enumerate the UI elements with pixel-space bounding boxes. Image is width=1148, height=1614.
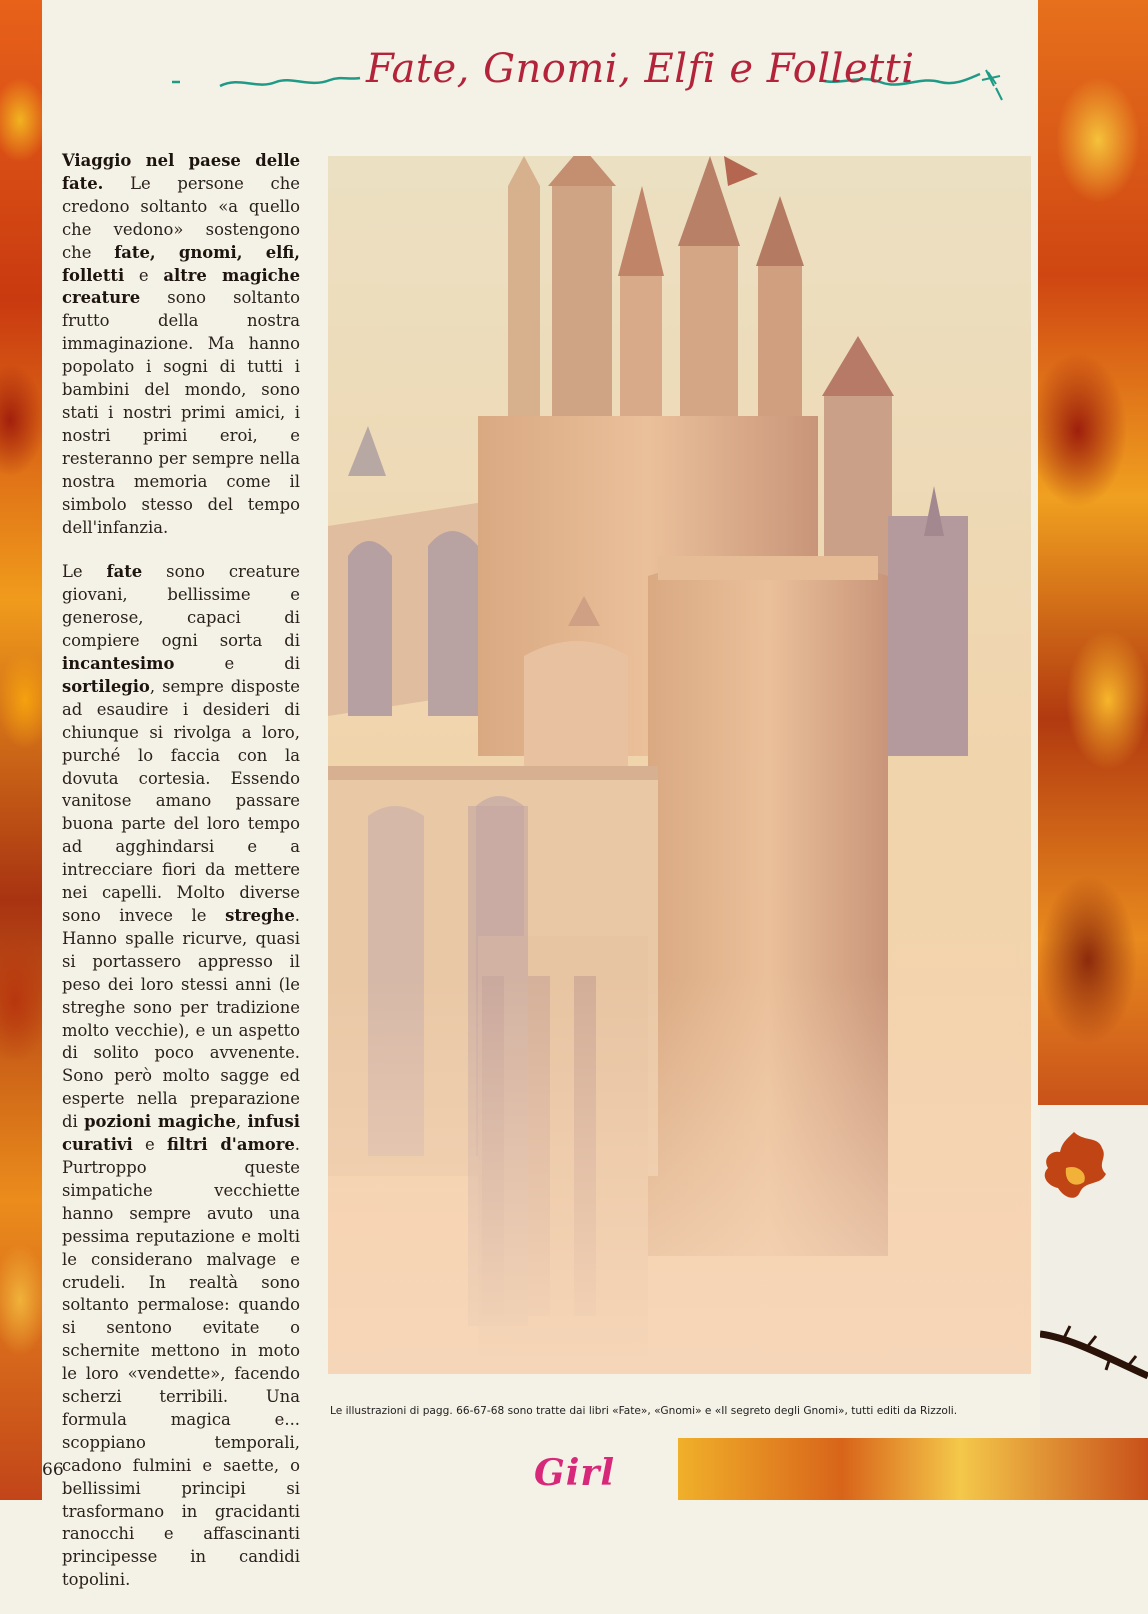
lead-heading: Viaggio nel paese delle fate. <box>62 151 300 193</box>
article-body <box>62 150 300 1614</box>
autumn-border-right <box>1038 0 1148 1105</box>
autumn-border-left <box>0 0 42 1500</box>
illustration-caption: Le illustrazioni di pagg. 66-67-68 sono tratte dai libri «Fate», «Gnomi» e «Il segreto degli Gnomi», tutti editi da Rizzoli. <box>330 1405 958 1417</box>
magazine-logo: Girl <box>534 1452 616 1494</box>
castle-painting-icon <box>328 156 1031 1374</box>
page-header <box>160 36 1010 116</box>
article-paragraph: Le fate sono creature giovani, bellissime e generose, capaci di compiere ogni sorta di incantesimo e di sortilegio, sempre disposte ad esaudire i desideri di chiunque si rivolga a loro, purché lo faccia con la dovuta cortesia. Essendo vanitose amano passare buona parte del loro tempo ad agghindarsi e a intrecciare fiori da mettere nei capelli. Molto diverse sono invece le streghe. Hanno spalle ricurve, quasi si portassero appresso il peso dei loro stessi anni (le streghe sono per tradizione molto vecchie), e un aspetto di solito poco avvenente. Sono però molto sagge ed esperte nella preparazione di pozioni magiche, infusi curativi e filtri d'amore. Purtroppo queste simpatiche vecchiette hanno sempre avuto una pessima reputazione e molti le considerano malvage e crudeli. In realtà sono soltanto permalose: quando si sentono evitate o schernite mettono in moto le loro «vendette», facendo scherzi terribili. Una formula magica e... scoppiano temporali, cadono fulmini e saette, o bellissimi principi si trasformano in gracidanti ranocchi e affascinanti principesse in candidi topolini. <box>62 562 301 1590</box>
article-paragraph: Viaggio nel paese delle fate. Le persone che credono soltanto «a quello che vedono» sostengono che fate, gnomi, elfi, folletti e altre magiche creature sono soltanto frutto della nostra immaginazione. Ma hanno popolato i sogni di tutti i bambini del mondo, sono stati i nostri primi amici, i nostri primi eroi, e resteranno per sempre nella nostra memoria come il simbolo stesso del tempo dell'infanzia. <box>62 151 300 537</box>
page-number: 66 <box>42 1460 64 1480</box>
leaf-decoration-icon <box>1036 1128 1112 1208</box>
thorny-branch-icon <box>1040 1320 1148 1380</box>
castle-illustration <box>328 156 1031 1374</box>
autumn-border-bottom <box>678 1438 1148 1500</box>
page-title: Fate, Gnomi, Elfi e Folletti <box>366 46 915 92</box>
